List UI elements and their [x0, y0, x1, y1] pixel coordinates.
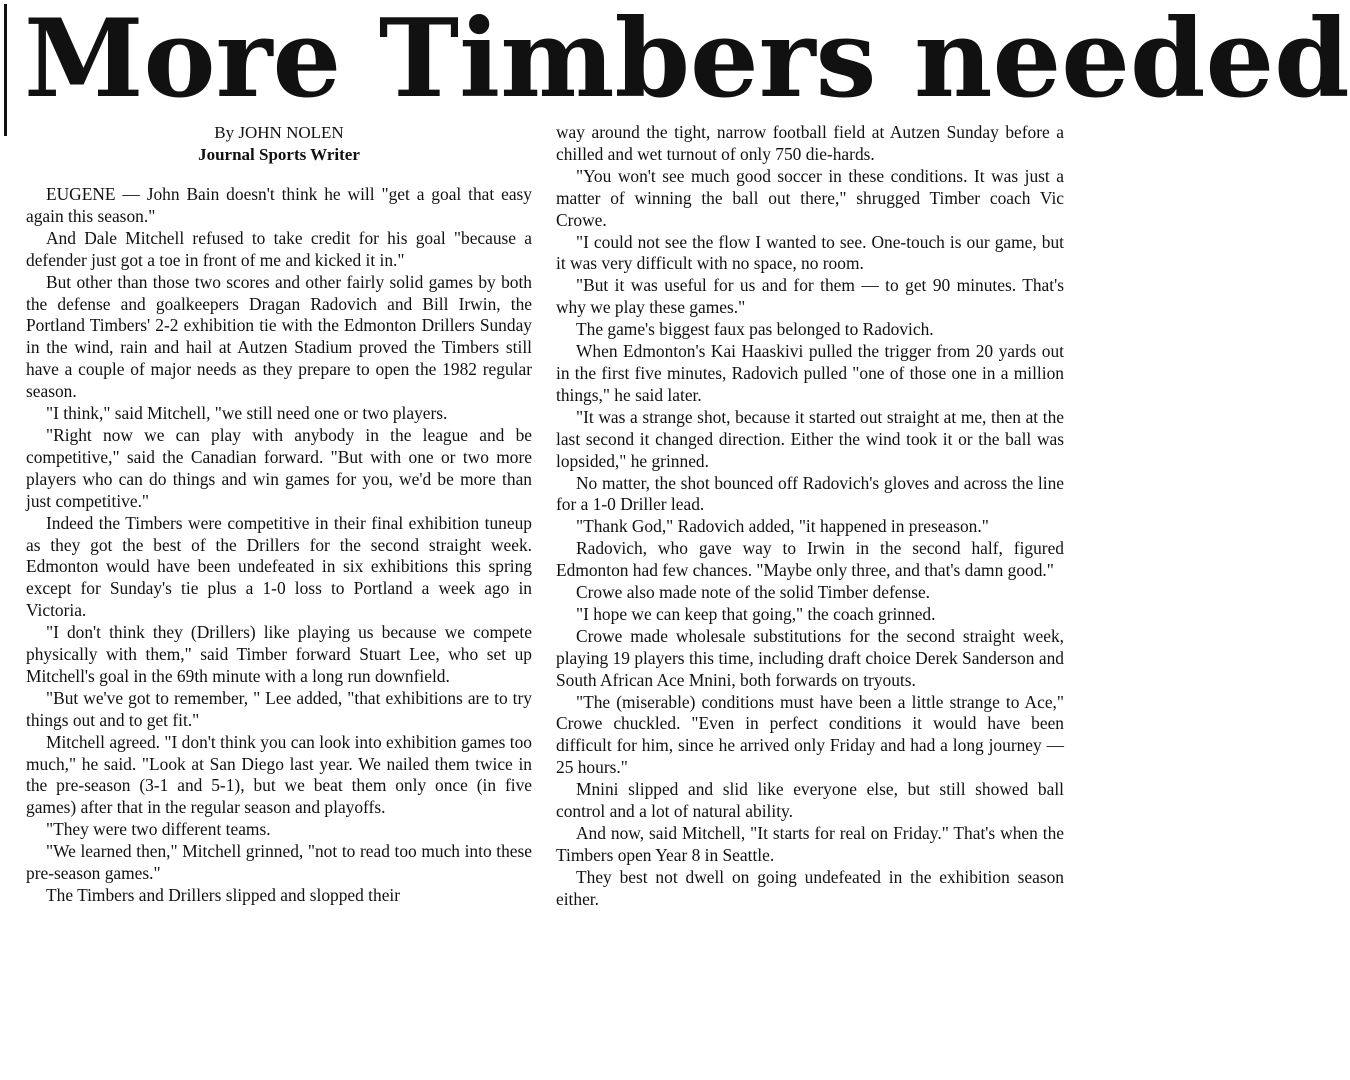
article-paragraph: The game's biggest faux pas belonged to Radovich. — [576, 319, 934, 340]
article-paragraph: "Thank God," Radovich added, "it happened in preseason." — [576, 516, 989, 537]
article-paragraph: "I could not see the flow I wanted to see. One-touch is our game, but it was very difficult with no space, no room. — [556, 231, 1064, 274]
right-column — [556, 122, 1064, 911]
article-paragraph: EUGENE — John Bain doesn't think he will "get a goal that easy again this season." — [26, 184, 532, 226]
left-column-rule — [4, 4, 7, 136]
article-paragraph: Crowe made wholesale substitutions for the second straight week, playing 19 players this time, including draft choice Derek Sanderson and South African Ace Mnini, both forwards on tryouts. — [556, 625, 1064, 690]
article-paragraph: Crowe also made note of the solid Timber defense. — [576, 582, 931, 603]
article-paragraph: When Edmonton's Kai Haaskivi pulled the trigger from 20 yards out in the first five minutes, Radovich pulled "one of those one in a million things," he said later. — [556, 341, 1064, 405]
article-paragraph: "I hope we can keep that going," the coach grinned. — [576, 603, 936, 624]
article-paragraph: "It was a strange shot, because it started out straight at me, then at the last second it changed direction. Either the wind took it or the ball was lopsided," he grinned. — [556, 406, 1064, 471]
headline: More Timbers needed — [24, 0, 1350, 122]
article-paragraph: "The (miserable) conditions must have been a little strange to Ace," Crowe chuckled. "Even in perfect conditions it would have been difficult for him, since he arrived only Friday and had a long journey — 25 hours." — [556, 691, 1064, 778]
article-paragraph: The Timbers and Drillers slipped and slopped their — [46, 885, 401, 905]
article-paragraph: "But we've got to remember, " Lee added, "that exhibitions are to try things out and to get fit." — [26, 687, 532, 730]
byline-author: By JOHN NOLEN — [214, 123, 344, 142]
article-paragraph: "But it was useful for us and for them — to get 90 minutes. That's why we play these games." — [556, 275, 1064, 318]
article-paragraph: But other than those two scores and other fairly solid games by both the defense and goalkeepers Dragan Radovich and Bill Irwin, the Portland Timbers' 2-2 exhibition tie with the Edmonton Drillers Sunday in the wind, rain and hail at Autzen Stadium proved the Timbers still have a couple of major needs as they prepare to open the 1982 regular season. — [26, 271, 532, 402]
article-paragraph: "You won't see much good soccer in these conditions. It was just a matter of winning the ball out there," shrugged Timber coach Vic Crowe. — [556, 165, 1064, 230]
article-paragraph: "Right now we can play with anybody in the league and be competitive," said the Canadian forward. "But with one or two more players who can do things and win games for you, we'd be more than just competitive." — [26, 424, 532, 511]
article-continuation: way around the tight, narrow football field at Autzen Sunday before a chilled and wet turnout of only 750 die-hards. — [556, 122, 1064, 164]
article-paragraph: "We learned then," Mitchell grinned, "not to read too much into these pre-season games." — [26, 841, 532, 884]
article-paragraph: Indeed the Timbers were competitive in their final exhibition tuneup as they got the best of the Drillers for the second straight week. Edmonton would have been undefeated in six exhibitions this spring except for Sunday's tie plus a 1-0 loss to Portland a week ago in Victoria. — [26, 512, 532, 621]
article-paragraph: And Dale Mitchell refused to take credit for his goal "because a defender just got a toe in front of me and kicked it in." — [26, 227, 532, 270]
left-column — [26, 122, 532, 907]
article-paragraph: Radovich, who gave way to Irwin in the second half, figured Edmonton had few chances. "Maybe only three, and that's damn good." — [556, 538, 1064, 581]
byline-title: Journal Sports Writer — [198, 145, 360, 164]
article-paragraph: "They were two different teams. — [46, 819, 271, 840]
article-paragraph: Mnini slipped and slid like everyone else, but still showed ball control and a lot of natural ability. — [556, 779, 1064, 822]
article-paragraph: Mitchell agreed. "I don't think you can look into exhibition games too much," he said. "Look at San Diego last year. We nailed them twice in the pre-season (3-1 and 5-1), but we beat them only once (in five games) after that in the regular season and playoffs. — [26, 731, 532, 818]
article-paragraph: And now, said Mitchell, "It starts for real on Friday." That's when the Timbers open Year 8 in Seattle. — [556, 823, 1064, 865]
article-paragraph: No matter, the shot bounced off Radovich's gloves and across the line for a 1-0 Driller lead. — [556, 472, 1064, 515]
article-paragraph: "I don't think they (Drillers) like playing us because we compete physically with them," said Timber forward Stuart Lee, who set up Mitchell's goal in the 69th minute with a long run downfield. — [26, 622, 532, 686]
article-paragraph: They best not dwell on going undefeated in the exhibition season either. — [556, 866, 1064, 909]
article-paragraph: "I think," said Mitchell, "we still need one or two players. — [46, 403, 448, 424]
